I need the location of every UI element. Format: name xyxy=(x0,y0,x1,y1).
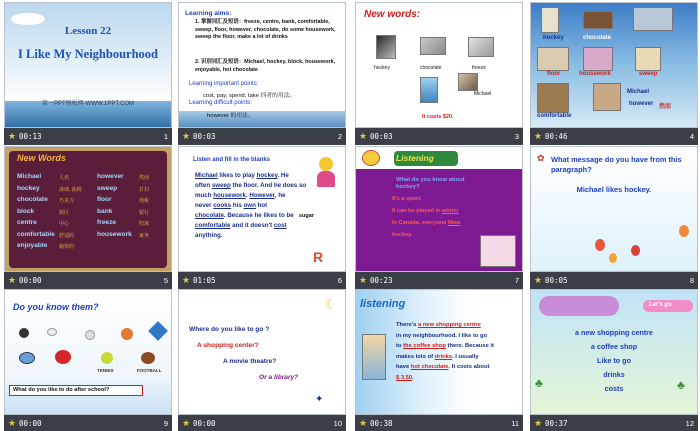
word-however-meaning: 然而 xyxy=(659,104,672,110)
slide-number: 4 xyxy=(689,132,694,141)
banner-title: New Words xyxy=(17,153,66,163)
word-hockey: hockey xyxy=(543,35,564,41)
new-word-en: sweep xyxy=(97,184,118,192)
chocolate-image xyxy=(583,11,613,29)
cartoon-listener-image xyxy=(362,334,386,380)
new-word-en: bank xyxy=(97,207,113,215)
question: What do you know about hockey? xyxy=(396,177,465,190)
slide-title: listening xyxy=(360,298,406,310)
new-word-zh: 巧克力 xyxy=(59,198,75,204)
new-word-zh: 中心 xyxy=(59,221,70,227)
slide-11-status-bar xyxy=(355,415,523,431)
kids-image xyxy=(480,235,516,267)
slide-3-status-bar xyxy=(355,128,523,145)
blank-coffee-shop[interactable]: the coffee shop xyxy=(403,343,446,349)
new-word-zh: 然而 xyxy=(139,175,150,181)
fact-4: hockey. xyxy=(392,232,413,238)
skateboard-icon xyxy=(148,321,168,341)
slide-4-canvas xyxy=(530,2,698,128)
cloze-text: likes to play xyxy=(217,172,257,179)
slide-11-canvas xyxy=(355,289,523,415)
slide-9-status-bar xyxy=(4,415,172,431)
word-floor: floor xyxy=(547,71,561,77)
slide-thumbnail-3[interactable] xyxy=(355,2,523,145)
slide-5-status-bar xyxy=(4,272,172,289)
blank-michael[interactable]: Michael xyxy=(195,172,218,179)
slide-thumbnail-7[interactable] xyxy=(355,146,523,289)
slide-thumbnail-1[interactable] xyxy=(4,2,172,145)
blank-chocolate[interactable]: chocolate xyxy=(195,212,224,219)
new-word-en: however xyxy=(97,173,124,180)
michael-image xyxy=(458,73,478,91)
slide-thumbnail-2[interactable] xyxy=(178,2,346,145)
aim-2: 2. 识别词汇及短语：Michael, hockey, block, housework, enjoyable, hot chocolate xyxy=(195,59,336,73)
slide-8-canvas xyxy=(530,146,698,272)
slide-5-canvas xyxy=(4,146,172,272)
blank-own[interactable]: own xyxy=(243,202,256,209)
blank-however[interactable]: However xyxy=(249,192,275,199)
slide-title: New words: xyxy=(364,9,421,20)
cloze-text: often xyxy=(195,182,212,189)
slide-2-canvas xyxy=(178,2,346,128)
transition-time: 00:38 xyxy=(370,419,393,428)
lesson-title: I Like My Neighbourhood xyxy=(18,47,158,61)
slide-3-canvas xyxy=(355,2,523,128)
soccer-ball-icon xyxy=(17,326,31,340)
transition-time: 00:00 xyxy=(19,276,42,285)
cartoon-girl-dress xyxy=(317,171,335,187)
cloze-text: . xyxy=(245,192,250,199)
slide-thumbnail-8[interactable] xyxy=(530,146,698,289)
blank-price[interactable]: $ 3.50 xyxy=(396,374,413,381)
passage-text: makes lots of xyxy=(396,353,435,360)
sweep-image xyxy=(635,47,661,71)
slide-title: Listening xyxy=(396,153,434,163)
fact-1: It's a sport. xyxy=(392,196,422,202)
football-label: FOOTBALL xyxy=(137,368,162,373)
option-movie: A movie theatre? xyxy=(223,358,277,365)
slide-10-canvas xyxy=(178,289,346,415)
blank-cost[interactable]: cost xyxy=(273,222,287,229)
slide-8-status-bar xyxy=(530,272,698,289)
blank-shopping-centre[interactable]: a new shopping centre xyxy=(418,322,481,328)
hockey-player-image xyxy=(376,35,396,59)
word-chocolate: chocolate xyxy=(420,65,442,71)
hot-air-balloon-icon xyxy=(609,253,617,263)
slide-number: 9 xyxy=(163,419,168,428)
word-michael: Michael xyxy=(627,89,650,95)
cloze-text: never xyxy=(195,202,214,209)
slide-thumbnail-12[interactable] xyxy=(530,289,698,431)
passage-text: there. Because it xyxy=(445,343,494,349)
new-word-en: block xyxy=(17,207,35,215)
word-hockey: hockey xyxy=(374,65,390,71)
difficult-points: however 的用法。 xyxy=(207,113,254,119)
slide-number: 2 xyxy=(337,132,342,141)
cloze-text: hot xyxy=(255,202,268,209)
slide-number: 6 xyxy=(337,276,342,285)
blank-comfortable[interactable]: comfortable xyxy=(195,222,231,229)
transition-time: 00:05 xyxy=(545,276,568,285)
tennis-ball-icon xyxy=(101,352,113,364)
difficult-title: Learning difficult points: xyxy=(189,100,252,106)
cloze-text: . Because he likes to be xyxy=(223,212,294,219)
cloud-icon xyxy=(11,13,45,25)
blank-hot-chocolate[interactable]: hot chocolate xyxy=(410,364,449,370)
star-icon: ★ xyxy=(182,131,191,141)
slide-number: 8 xyxy=(689,276,694,285)
transition-time: 00:13 xyxy=(19,132,42,141)
comfortable-image xyxy=(537,83,569,113)
basketball-icon xyxy=(121,328,133,340)
slide-2-status-bar xyxy=(178,128,346,145)
slide-7-status-bar xyxy=(355,272,523,289)
chocolate-image xyxy=(420,37,446,55)
hot-air-balloon-icon xyxy=(631,245,640,256)
slide-9-canvas xyxy=(4,289,172,415)
slide-1-canvas xyxy=(4,2,172,128)
hockey-facts xyxy=(392,193,460,241)
transition-time: 01:05 xyxy=(193,276,216,285)
question: Where do you like to go ? xyxy=(189,326,270,333)
phrase-drinks: drinks xyxy=(603,370,625,379)
new-word-en: enjoyable xyxy=(17,242,48,249)
transition-time: 00:03 xyxy=(193,132,216,141)
fact-2-answer: winter xyxy=(442,208,459,214)
transition-time: 00:03 xyxy=(370,132,393,141)
word-sugar: sugar xyxy=(299,213,314,219)
slide-thumbnail-11[interactable] xyxy=(355,289,523,431)
slide-number: 5 xyxy=(163,276,168,285)
new-word-zh: 家务 xyxy=(139,232,150,239)
option-shopping: A shopping center? xyxy=(197,342,259,349)
hockey-image xyxy=(541,7,559,33)
tree-icon: ♣ xyxy=(535,376,543,390)
slide-12-status-bar xyxy=(530,415,698,431)
phrase-coffee-shop: a coffee shop xyxy=(590,342,638,351)
aims-title: Learning aims: xyxy=(185,10,232,17)
lesson-label: Lesson 22 xyxy=(64,25,112,37)
hot-air-balloon-icon xyxy=(679,225,689,237)
new-word-zh: 地板 xyxy=(139,198,150,204)
passage-text: . xyxy=(412,374,414,381)
new-word-en: centre xyxy=(17,219,37,226)
star-icon: ★ xyxy=(359,418,368,428)
ping-pong-ball-icon xyxy=(85,330,95,340)
cloze-text: anything. xyxy=(195,232,223,239)
blank-cooks[interactable]: cooks xyxy=(213,202,232,209)
new-word-en: freeze xyxy=(97,219,117,226)
tree-icon: ♣ xyxy=(677,378,685,392)
new-word-en: floor xyxy=(97,196,112,203)
tennis-label: TENNIS xyxy=(97,368,114,373)
important-points: cost, pay, spend, take 四者的用法。 xyxy=(203,93,296,99)
slide-6-status-bar xyxy=(178,272,346,289)
aim-1: 1. 掌握词汇及短语：freeze, centre, bank, comfortable, sweep, floor, however, chocolate, do some housework, sweep the floor, make a lot of drinks xyxy=(195,19,336,41)
kids-banner-image xyxy=(539,296,619,316)
flower-icon: ✿ xyxy=(537,153,545,163)
transition-time: 00:23 xyxy=(370,276,393,285)
slide-number: 10 xyxy=(333,419,342,428)
cloze-text: the floor. And he does so xyxy=(230,182,307,189)
passage-text: have xyxy=(396,364,411,370)
football-icon xyxy=(141,352,155,364)
slide-number: 1 xyxy=(163,132,168,141)
hot-air-balloon-icon xyxy=(595,239,605,251)
cloze-paragraph xyxy=(195,171,306,241)
new-word-zh: 结冰 xyxy=(139,221,150,227)
star-icon: ★ xyxy=(359,275,368,285)
option-library: Or a library? xyxy=(259,374,299,381)
new-word-zh: 打扫 xyxy=(139,186,150,193)
passage-text: There's xyxy=(396,322,418,328)
question: What message do you have from this paragraph? xyxy=(551,155,682,174)
new-word-zh: 冰球, 曲棍 xyxy=(59,186,82,193)
fact-3-answer: likes xyxy=(447,220,461,226)
slide-12-canvas xyxy=(530,289,698,415)
passage-text: . It costs about xyxy=(448,364,490,370)
floor-image xyxy=(537,47,569,71)
slide-1-status-bar xyxy=(4,128,172,145)
michael-image xyxy=(593,83,621,111)
transition-time: 00:00 xyxy=(193,419,216,428)
shuttlecock-icon xyxy=(47,328,57,336)
cloze-text: and it doesn't xyxy=(230,222,274,229)
word-housework: housework xyxy=(579,71,611,77)
blank-drinks[interactable]: drinks xyxy=(434,353,453,360)
fact-2: It can be played in xyxy=(392,208,443,214)
passage-text: in my neighbourhood. I like to go xyxy=(396,332,488,339)
word-comfortable: comfortable xyxy=(537,113,572,119)
cloze-text: . He xyxy=(277,172,289,179)
blank-housework[interactable]: housework xyxy=(213,192,246,199)
listening-paragraph xyxy=(396,320,494,383)
new-word-en: chocolate xyxy=(17,196,48,203)
answer: Michael likes hockey. xyxy=(576,185,652,194)
passage-text: to xyxy=(396,343,404,349)
star-icon: ★ xyxy=(8,418,17,428)
star-icon: ★ xyxy=(534,131,543,141)
blank-sweep[interactable]: sweep xyxy=(211,182,231,189)
slide-thumbnail-10[interactable] xyxy=(178,289,346,431)
transition-time: 00:46 xyxy=(545,132,568,141)
new-word-en: comfortable xyxy=(17,230,55,238)
transition-time: 00:37 xyxy=(545,419,568,428)
cloze-text: much xyxy=(195,192,214,199)
logo-r-icon: R xyxy=(313,249,324,265)
price-tag-image xyxy=(420,77,438,103)
star-icon: ★ xyxy=(359,131,368,141)
phrase-shopping-centre: a new shopping centre xyxy=(575,328,653,337)
word-sweep: sweep xyxy=(639,71,658,77)
new-word-en: housework xyxy=(97,230,132,238)
costs-sentence: It costs $20. xyxy=(422,114,454,120)
slide-7-canvas xyxy=(355,146,523,272)
slide-thumbnail-5[interactable] xyxy=(4,146,172,289)
word-michael: Michael xyxy=(474,91,492,97)
slide-thumbnail-6[interactable] xyxy=(178,146,346,289)
tennis-racket-icon xyxy=(19,352,35,364)
freeze-image xyxy=(468,37,494,57)
star-icon: ★ xyxy=(182,275,191,285)
instruction: Listen and fill in the blanks xyxy=(193,157,271,163)
cartoon-girl-icon xyxy=(319,157,333,171)
sea-decoration xyxy=(179,111,345,127)
fact-3: In Canada, everyone xyxy=(392,220,448,226)
word-freeze: freeze xyxy=(472,65,486,71)
new-word-zh: 人名 xyxy=(59,175,70,181)
cartoon-face-icon xyxy=(362,150,380,166)
star-icon: ★ xyxy=(534,418,543,428)
star-icon: ★ xyxy=(8,131,17,141)
word-however: however xyxy=(629,101,654,107)
new-word-zh: 银行 xyxy=(139,209,150,216)
transition-time: 00:00 xyxy=(19,419,42,428)
banner-text: Let's go xyxy=(649,302,672,308)
important-title: Learning important points: xyxy=(189,81,259,87)
ping-pong-paddle-icon xyxy=(55,350,71,364)
housework-image xyxy=(583,47,613,71)
new-word-zh: 舒适的 xyxy=(59,232,75,239)
slide-number: 3 xyxy=(514,132,519,141)
phrase-like-to-go: Like to go xyxy=(597,356,631,365)
slide-number: 12 xyxy=(685,419,694,428)
prompt-text: What do you like to do after school? xyxy=(13,387,110,393)
new-word-en: Michael xyxy=(17,173,42,180)
slide-thumbnail-4[interactable] xyxy=(530,2,698,145)
slide-number: 11 xyxy=(511,419,519,428)
star-icon: ★ xyxy=(182,418,191,428)
cloze-text: his xyxy=(231,202,244,209)
passage-text: . I usually xyxy=(452,353,479,360)
new-word-en: hockey xyxy=(17,184,40,192)
new-word-zh: 愉快的 xyxy=(59,244,75,250)
slide-title: Do you know them? xyxy=(13,302,99,312)
child-icon: ✦ xyxy=(315,394,324,405)
phrase-costs: costs xyxy=(604,384,624,393)
slide-10-status-bar xyxy=(178,415,346,431)
slide-4-status-bar xyxy=(530,128,698,145)
star-icon: ★ xyxy=(8,275,17,285)
star-icon: ★ xyxy=(534,275,543,285)
slide-6-canvas xyxy=(178,146,346,272)
slide-number: 7 xyxy=(514,276,519,285)
moon-icon: ☾ xyxy=(325,296,338,312)
word-chocolate: chocolate xyxy=(583,35,612,41)
new-word-zh: 街区 xyxy=(59,209,70,216)
blank-hockey[interactable]: hockey xyxy=(256,172,278,179)
freeze-image xyxy=(633,7,673,31)
cloze-text: , he xyxy=(274,192,286,199)
footer-text: 第一PPT模板网-WWW.1PPT.COM xyxy=(42,101,134,107)
slide-thumbnail-9[interactable] xyxy=(4,289,172,431)
